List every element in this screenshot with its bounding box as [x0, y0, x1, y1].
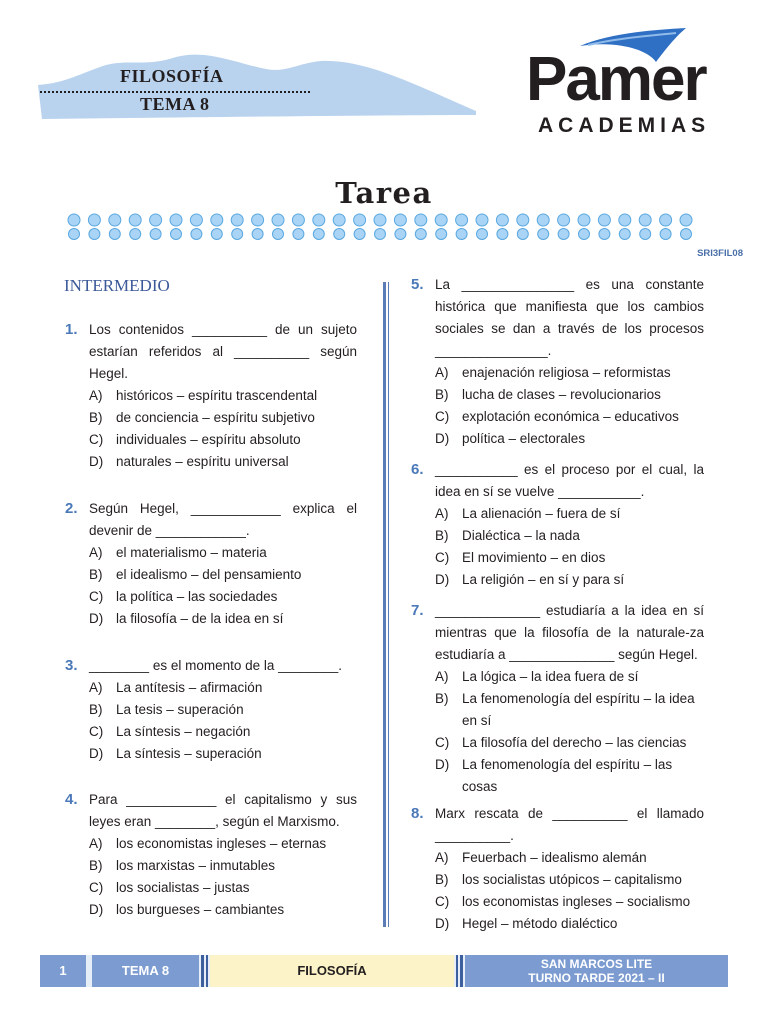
question-6 [411, 459, 704, 591]
decor-dot [211, 229, 222, 240]
decor-dot [619, 229, 630, 240]
option-d: D) los burgueses – cambiantes [89, 902, 285, 917]
decor-dot [170, 214, 182, 226]
question-number: 7. [411, 602, 424, 619]
decor-dot [272, 214, 284, 226]
decor-dot [334, 229, 345, 240]
footer-divider [456, 955, 458, 987]
decor-dot [680, 214, 692, 226]
header-dotted-rule [40, 91, 310, 93]
decor-dot [599, 229, 610, 240]
decor-dot [436, 229, 447, 240]
footer-course-info [465, 955, 728, 987]
decor-dot [415, 229, 426, 240]
option-d: D) La religión – en sí y para sí [435, 572, 625, 587]
question-4 [65, 789, 357, 921]
option-b: B) La tesis – superación [89, 702, 244, 717]
question-number: 4. [65, 791, 78, 808]
logo-subtitle: ACADEMIAS [538, 114, 711, 137]
decor-dot [497, 229, 508, 240]
question-stem: Según Hegel, ____________ explica el devenir de ____________. [89, 501, 357, 538]
decor-dot [89, 229, 100, 240]
column-divider-thin [388, 282, 389, 927]
option-d: D) la filosofía – de la idea en sí [89, 611, 284, 626]
footer-course-line2: TURNO TARDE 2021 – II [528, 971, 665, 985]
question-number: 1. [65, 321, 78, 338]
option-b: B) La fenomenología del espíritu – la idea en sí [435, 691, 695, 728]
footer-divider [201, 955, 204, 987]
option-c: C) El movimiento – en dios [435, 550, 606, 565]
option-b: B) lucha de clases – revolucionarios [435, 387, 661, 402]
decor-dot [313, 214, 325, 226]
question-stem: La _______________ es una constante histórica que manifiesta que los cambios sociales se dan a través de los procesos _______________. [435, 277, 704, 358]
footer-divider [206, 955, 208, 987]
decor-dot [660, 229, 671, 240]
decor-dot [130, 229, 141, 240]
question-stem: ______________ estudiaría a la idea en sí mientras que la filosofía de la naturale-za estudiaría a ______________ según Hegel. [435, 603, 704, 662]
option-b: B) Dialéctica – la nada [435, 528, 580, 543]
footer-topic: TEMA 8 [92, 955, 199, 987]
decor-dot [68, 214, 80, 226]
question-5 [411, 274, 704, 450]
decor-dot [517, 214, 529, 226]
decor-dot [538, 229, 549, 240]
decor-dot [273, 229, 284, 240]
decor-dot [150, 214, 162, 226]
question-number: 2. [65, 500, 78, 517]
column-divider [383, 282, 386, 927]
decor-dot [293, 229, 304, 240]
option-a: A) Feuerbach – idealismo alemán [435, 850, 647, 865]
option-c: C) La síntesis – negación [89, 724, 251, 739]
decor-dot [191, 229, 202, 240]
decor-dot [456, 229, 467, 240]
decor-dot [496, 214, 508, 226]
question-number: 8. [411, 805, 424, 822]
option-d: D) La fenomenología del espíritu – las cosas [435, 757, 673, 794]
footer-course-line1: SAN MARCOS LITE [540, 957, 653, 971]
decor-dot [619, 214, 631, 226]
footer-subject: FILOSOFÍA [210, 955, 454, 987]
option-c: C) la política – las sociedades [89, 589, 278, 604]
question-stem: Para ____________ el capitalismo y sus leyes eran ________, según el Marxismo. [89, 792, 357, 829]
decor-dot [639, 214, 651, 226]
decor-dot [252, 229, 263, 240]
document-code: SRI3FIL08 [697, 248, 743, 259]
decor-dot [252, 214, 264, 226]
option-d: D) La síntesis – superación [89, 746, 262, 761]
page-title: Tarea [335, 176, 433, 210]
option-c: C) La filosofía del derecho – las ciencias [435, 735, 687, 750]
question-1 [65, 319, 357, 473]
decor-dot [598, 214, 610, 226]
question-stem: ___________ es el proceso por el cual, la idea en sí se vuelve ___________. [435, 462, 704, 499]
decor-dot [69, 229, 80, 240]
decor-dot [109, 229, 120, 240]
option-c: C) explotación económica – educativos [435, 409, 679, 424]
option-a: A) La antítesis – afirmación [89, 680, 263, 695]
decor-dot [537, 214, 549, 226]
option-d: D) naturales – espíritu universal [89, 454, 289, 469]
footer-divider [460, 955, 463, 987]
option-a: A) históricos – espíritu trascendental [89, 388, 318, 403]
decor-dot [292, 214, 304, 226]
question-7 [411, 600, 704, 798]
decor-dot [109, 214, 121, 226]
question-stem: Marx rescata de __________ el llamado __________. [435, 806, 704, 843]
decor-dot [150, 229, 161, 240]
footer-page-number: 1 [40, 955, 86, 987]
decor-dot [477, 229, 488, 240]
decor-dot [333, 214, 345, 226]
option-a: A) enajenación religiosa – reformistas [435, 365, 671, 380]
decor-dot [476, 214, 488, 226]
decor-dot [354, 229, 365, 240]
header-subject: FILOSOFÍA [120, 66, 224, 86]
option-c: C) los economistas ingleses – socialismo [435, 894, 691, 909]
question-stem: ________ es el momento de la ________. [89, 658, 342, 673]
option-d: D) Hegel – método dialéctico [435, 916, 618, 931]
decor-dot [395, 229, 406, 240]
option-d: D) política – electorales [435, 431, 586, 446]
question-number: 5. [411, 276, 424, 293]
decor-dot [578, 214, 590, 226]
option-b: B) de conciencia – espíritu subjetivo [89, 410, 315, 425]
question-stem: Los contenidos __________ de un sujeto estarían referidos al __________ según Hegel. [89, 322, 357, 381]
decor-dot [354, 214, 366, 226]
decorative-dot-border [64, 212, 704, 242]
option-c: C) individuales – espíritu absoluto [89, 432, 301, 447]
section-heading: INTERMEDIO [64, 276, 170, 295]
option-b: B) los marxistas – inmutables [89, 858, 276, 873]
decor-dot [375, 229, 386, 240]
decor-dot [171, 229, 182, 240]
decor-dot [558, 214, 570, 226]
option-a: A) La lógica – la idea fuera de sí [435, 669, 639, 684]
header-wave-shape [36, 45, 486, 125]
decor-dot [660, 214, 672, 226]
option-a: A) el materialismo – materia [89, 545, 267, 560]
decor-dot [456, 214, 468, 226]
decor-dot [232, 229, 243, 240]
decor-dot [558, 229, 569, 240]
decor-dot [517, 229, 528, 240]
decor-dot [394, 214, 406, 226]
question-number: 3. [65, 657, 78, 674]
decor-dot [435, 214, 447, 226]
logo-wordmark: Pamer [526, 45, 706, 114]
option-b: B) el idealismo – del pensamiento [89, 567, 302, 582]
decor-dot [88, 214, 100, 226]
decor-dot [313, 229, 324, 240]
option-a: A) La alienación – fuera de sí [435, 506, 621, 521]
decor-dot [374, 214, 386, 226]
question-3 [65, 655, 357, 765]
decor-dot [231, 214, 243, 226]
option-c: C) los socialistas – justas [89, 880, 250, 895]
decor-dot [640, 229, 651, 240]
option-a: A) los economistas ingleses – eternas [89, 836, 327, 851]
decor-dot [681, 229, 692, 240]
decor-dot [415, 214, 427, 226]
decor-dot [190, 214, 202, 226]
decor-dot [129, 214, 141, 226]
option-b: B) los socialistas utópicos – capitalismo [435, 872, 682, 887]
decor-dot [579, 229, 590, 240]
question-2 [65, 498, 357, 630]
decor-dot [211, 214, 223, 226]
header-topic: TEMA 8 [140, 94, 210, 114]
question-number: 6. [411, 461, 424, 478]
question-8 [411, 803, 704, 935]
